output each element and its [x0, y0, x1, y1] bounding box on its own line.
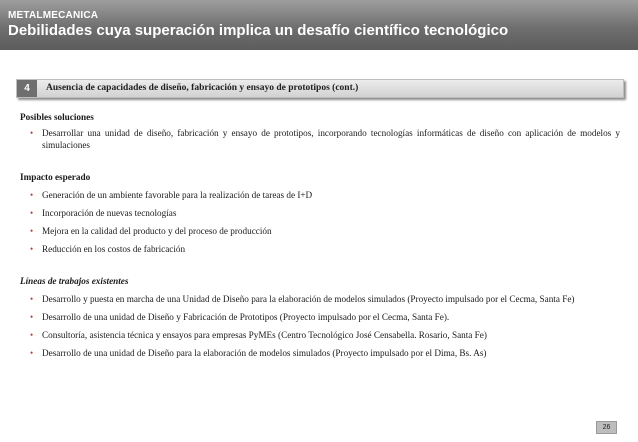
list-item: [20, 207, 620, 219]
list-item-text: Generación de un ambiente favorable para la realización de tareas de I+D: [42, 190, 313, 200]
list-item: [20, 189, 620, 201]
list-item: [20, 225, 620, 237]
bullet-icon: •: [30, 330, 34, 340]
bullet-icon: •: [30, 208, 34, 218]
list-item: [20, 243, 620, 255]
bullet-icon: •: [30, 312, 34, 322]
lineas-heading: Líneas de trabajos existentes: [20, 276, 129, 286]
list-item: [20, 311, 620, 323]
list-item-text: Desarrollo de una unidad de Diseño y Fabricación de Prototipos (Proyecto impulsado por el Cecma, Santa Fe).: [42, 312, 450, 322]
lineas-list: [20, 293, 620, 359]
bullet-icon: •: [30, 226, 34, 236]
content-body: [20, 111, 620, 379]
section-supertitle: METALMECANICA: [8, 10, 99, 21]
section-title: Ausencia de capacidades de diseño, fabricación y ensayo de prototipos (cont.): [46, 83, 359, 93]
list-item-text: Reducción en los costos de fabricación: [42, 244, 186, 254]
bullet-icon: •: [30, 128, 34, 138]
impacto-list: [20, 189, 620, 255]
soluciones-heading: Posibles soluciones: [20, 112, 94, 122]
list-item: [20, 128, 620, 151]
list-item-text: Incorporación de nuevas tecnologías: [42, 208, 177, 218]
bullet-icon: •: [30, 244, 34, 254]
soluciones-list: [20, 128, 620, 151]
section-bar: [16, 79, 624, 98]
soluciones-block: [20, 111, 620, 151]
list-item-text: Mejora en la calidad del producto y del proceso de producción: [42, 226, 272, 236]
page-title: Debilidades cuya superación implica un desafío científico tecnológico: [8, 22, 509, 39]
list-item-text: Desarrollo de una unidad de Diseño para la elaboración de modelos simulados (Proyecto impulsado por el Dima, Bs. As): [42, 348, 487, 358]
list-item-text: Desarrollo y puesta en marcha de una Unidad de Diseño para la elaboración de modelos simulados (Proyecto impulsado por el Cecma, Santa Fe): [42, 294, 575, 304]
bullet-icon: •: [30, 294, 34, 304]
list-item: [20, 293, 620, 305]
page-number: 26: [596, 421, 617, 434]
list-item-text: Desarrollar una unidad de diseño, fabricación y ensayo de prototipos, incorporando tecnologías informáticas de diseño con aplicación de modelos y simulaciones: [42, 128, 620, 150]
bullet-icon: •: [30, 190, 34, 200]
impacto-block: [20, 171, 620, 255]
list-item: [20, 329, 620, 341]
list-item: [20, 347, 620, 359]
header-banner: [0, 0, 638, 50]
bullet-icon: •: [30, 348, 34, 358]
lineas-block: [20, 275, 620, 359]
list-item-text: Consultoría, asistencia técnica y ensayos para empresas PyMEs (Centro Tecnológico José Censabella. Rosario, Santa Fe): [42, 330, 487, 340]
section-number-badge: 4: [17, 80, 37, 97]
impacto-heading: Impacto esperado: [20, 172, 91, 182]
